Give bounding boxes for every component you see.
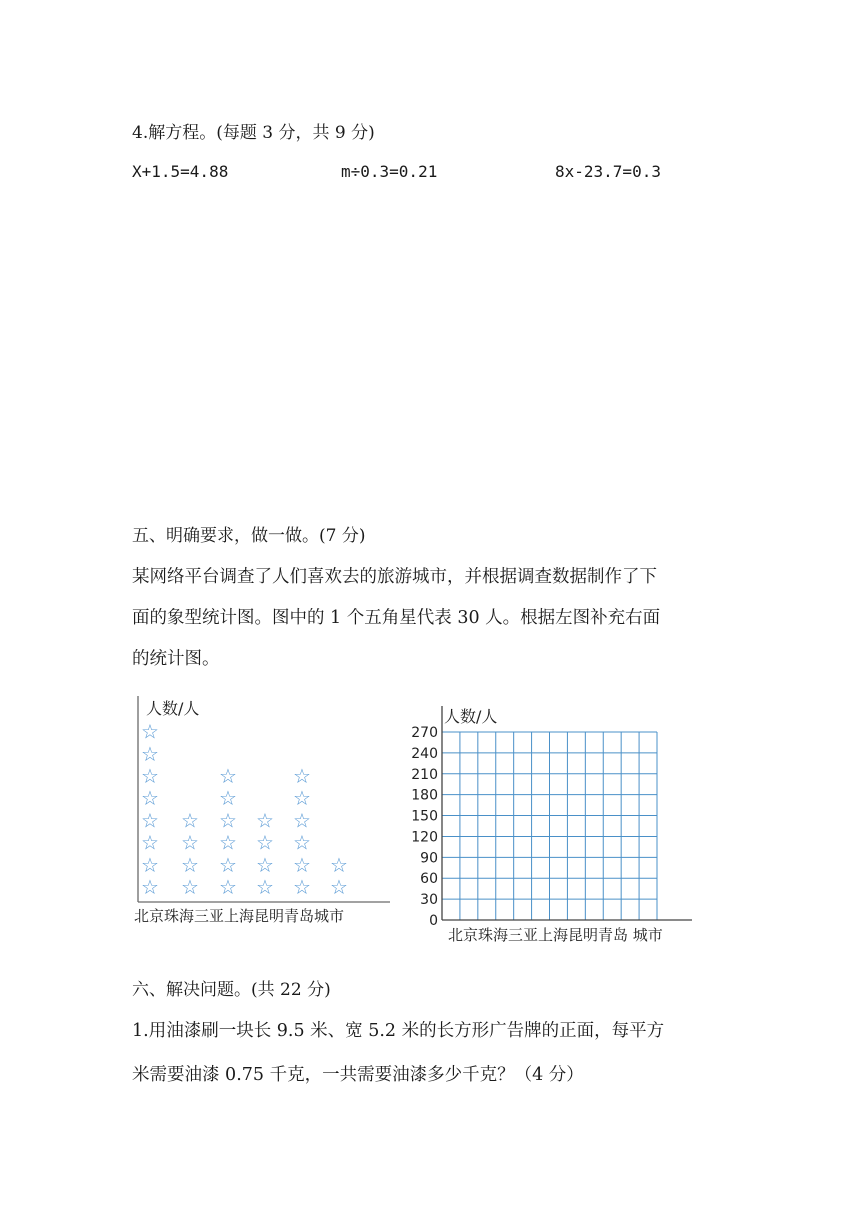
star-青岛-1: ☆ bbox=[330, 875, 348, 899]
star-昆明-5: ☆ bbox=[293, 786, 311, 811]
section-6-line-2: 米需要油漆 0.75 千克，一共需要油漆多少千克？（4 分） bbox=[132, 1065, 584, 1085]
star-珠海-3: ☆ bbox=[181, 830, 199, 855]
star-昆明-2: ☆ bbox=[293, 852, 311, 877]
section-4-title: 4.解方程。(每题 3 分，共 9 分) bbox=[132, 123, 375, 143]
star-北京-5: ☆ bbox=[141, 786, 159, 811]
star-上海-1: ☆ bbox=[256, 875, 274, 899]
y-tick-label: 60 bbox=[420, 871, 438, 888]
y-tick-label: 180 bbox=[411, 787, 438, 804]
section-5-line-2: 面的象型统计图。图中的 1 个五角星代表 30 人。根据左图补充右面 bbox=[132, 608, 661, 628]
equation-2: m÷0.3=0.21 bbox=[341, 162, 438, 181]
pictograph-chart bbox=[128, 690, 398, 930]
equation-1: X+1.5=4.88 bbox=[132, 162, 229, 181]
equation-3: 8x-23.7=0.3 bbox=[555, 162, 661, 181]
y-tick-label: 90 bbox=[420, 850, 438, 867]
star-昆明-4: ☆ bbox=[293, 808, 311, 833]
y-tick-label: 150 bbox=[411, 808, 438, 825]
star-北京-4: ☆ bbox=[141, 808, 159, 833]
star-珠海-4: ☆ bbox=[181, 808, 199, 833]
star-三亚-1: ☆ bbox=[219, 875, 237, 899]
star-珠海-1: ☆ bbox=[181, 875, 199, 899]
section-5-line-1: 某网络平台调查了人们喜欢去的旅游城市，并根据调查数据制作了下 bbox=[132, 567, 657, 587]
star-珠海-2: ☆ bbox=[181, 852, 199, 877]
section-6-line-1: 1.用油漆刷一块长 9.5 米、宽 5.2 米的长方形广告牌的正面，每平方 bbox=[132, 1021, 665, 1041]
star-昆明-3: ☆ bbox=[293, 830, 311, 855]
y-tick-label: 120 bbox=[411, 829, 438, 846]
star-北京-2: ☆ bbox=[141, 852, 159, 877]
star-三亚-6: ☆ bbox=[219, 764, 237, 788]
star-北京-6: ☆ bbox=[141, 764, 159, 788]
star-昆明-6: ☆ bbox=[293, 764, 311, 788]
star-上海-2: ☆ bbox=[256, 852, 274, 877]
pictograph-y-label: 人数/人 bbox=[146, 699, 200, 718]
star-三亚-2: ☆ bbox=[219, 852, 237, 877]
grid-chart-y-label: 人数/人 bbox=[444, 707, 498, 726]
y-tick-label: 240 bbox=[411, 745, 438, 762]
star-三亚-3: ☆ bbox=[219, 830, 237, 855]
star-北京-1: ☆ bbox=[141, 875, 159, 899]
star-北京-8: ☆ bbox=[141, 719, 159, 744]
star-北京-7: ☆ bbox=[141, 741, 159, 766]
y-tick-label: 270 bbox=[411, 725, 438, 741]
y-tick-label: 30 bbox=[420, 892, 438, 909]
section-6-title: 六、解决问题。(共 22 分) bbox=[132, 980, 331, 1000]
y-tick-label: 210 bbox=[411, 766, 438, 783]
star-上海-4: ☆ bbox=[256, 808, 274, 833]
star-上海-3: ☆ bbox=[256, 830, 274, 855]
grid-chart-x-labels: 北京珠海三亚上海昆明青岛 城市 bbox=[448, 926, 663, 944]
section-5-title: 五、明确要求，做一做。(7 分) bbox=[132, 526, 366, 546]
star-三亚-4: ☆ bbox=[219, 808, 237, 833]
bar-chart-grid bbox=[400, 700, 720, 950]
star-青岛-2: ☆ bbox=[330, 852, 348, 877]
pictograph-x-labels: 北京珠海三亚上海昆明青岛城市 bbox=[134, 907, 345, 925]
star-昆明-1: ☆ bbox=[293, 875, 311, 899]
star-三亚-5: ☆ bbox=[219, 786, 237, 811]
y-tick-label: 0 bbox=[429, 913, 438, 929]
star-北京-3: ☆ bbox=[141, 830, 159, 855]
section-5-line-3: 的统计图。 bbox=[132, 649, 220, 669]
